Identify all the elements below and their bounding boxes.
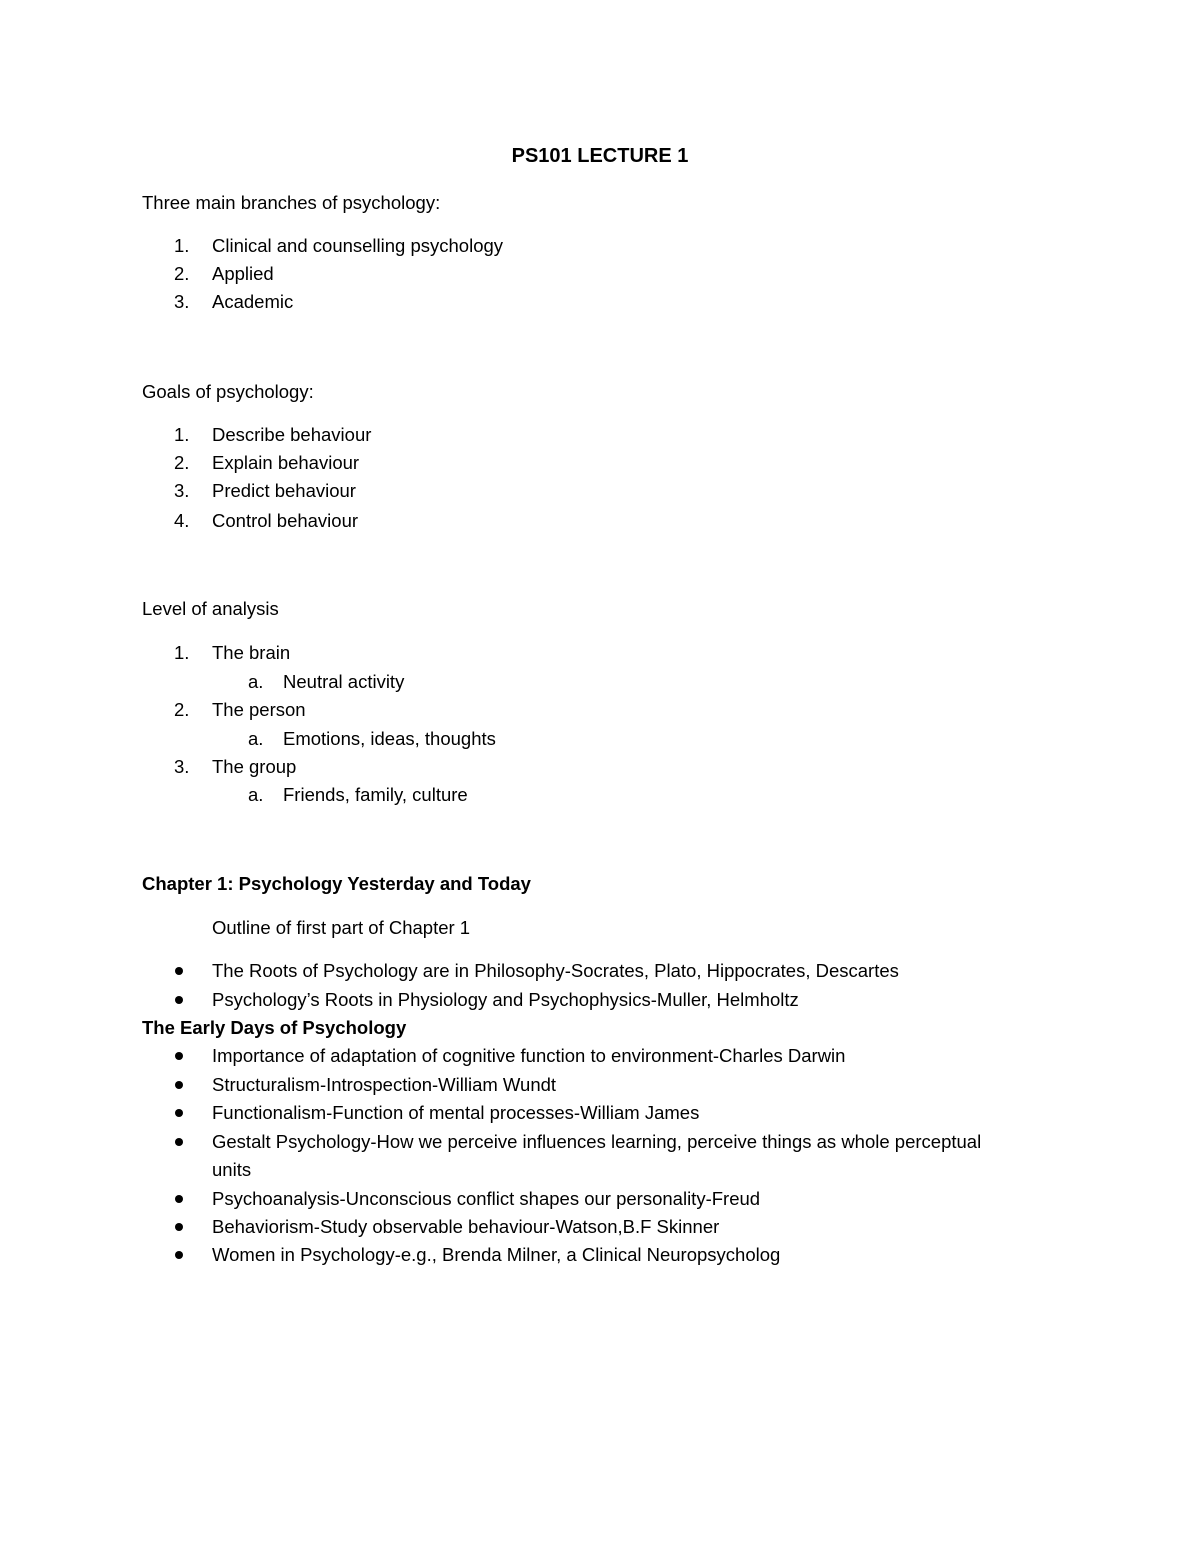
list-item: Applied [212,263,274,284]
list-item: Describe behaviour [212,424,372,445]
list-number: 3. [174,291,190,312]
sublist-letter: a. [248,728,264,749]
list-number: 2. [174,263,190,284]
bullet-item: Psychology’s Roots in Physiology and Psychophysics-Muller, Helmholtz [212,989,799,1010]
bullet-icon [175,996,183,1004]
list-number: 1. [174,424,190,445]
sublist-letter: a. [248,671,264,692]
list-number: 3. [174,480,190,501]
list-item: Academic [212,291,294,312]
list-number: 4. [174,510,190,531]
page-title: PS101 LECTURE 1 [511,145,689,167]
list-item: Predict behaviour [212,480,356,501]
goals-heading: Goals of psychology: [142,381,314,402]
list-item: The brain [212,642,291,663]
early-days-heading: The Early Days of Psychology [142,1017,407,1038]
bullet-item: The Roots of Psychology are in Philosophy-Socrates, Plato, Hippocrates, Descartes [212,960,899,981]
bullet-item: Gestalt Psychology-How we perceive influences learning, perceive things as whole perceptual [212,1131,982,1152]
list-number: 1. [174,642,190,663]
branches-heading: Three main branches of psychology: [142,192,441,213]
sublist-item: Friends, family, culture [283,784,468,805]
chapter-outline: Outline of first part of Chapter 1 [212,917,471,938]
sublist-item: Neutral activity [283,671,405,692]
bullet-item: Structuralism-Introspection-William Wundt [212,1074,557,1095]
chapter-heading: Chapter 1: Psychology Yesterday and Today [142,873,531,894]
list-item: Clinical and counselling psychology [212,235,504,256]
bullet-icon [175,1251,183,1259]
bullet-icon [175,1109,183,1117]
bullet-icon [175,1052,183,1060]
bullet-icon [175,967,183,975]
list-item: The group [212,756,297,777]
levels-heading: Level of analysis [142,598,279,619]
bullet-item: Importance of adaptation of cognitive function to environment-Charles Darwin [212,1045,846,1066]
list-item: Control behaviour [212,510,359,531]
bullet-icon [175,1081,183,1089]
list-item: Explain behaviour [212,452,360,473]
bullet-item: Women in Psychology-e.g., Brenda Milner, a Clinical Neuropsycholog [212,1244,781,1265]
bullet-item: Functionalism-Function of mental processes-William James [212,1102,700,1123]
sublist-item: Emotions, ideas, thoughts [283,728,496,749]
sublist-letter: a. [248,784,264,805]
list-number: 2. [174,452,190,473]
list-number: 1. [174,235,190,256]
bullet-item: Behaviorism-Study observable behaviour-Watson,B.F Skinner [212,1216,720,1237]
bullet-icon [175,1138,183,1146]
list-number: 2. [174,699,190,720]
bullet-icon [175,1223,183,1231]
bullet-item: Psychoanalysis-Unconscious conflict shapes our personality-Freud [212,1188,761,1209]
list-number: 3. [174,756,190,777]
bullet-item-continuation: units [212,1159,252,1180]
list-item: The person [212,699,306,720]
bullet-icon [175,1195,183,1203]
